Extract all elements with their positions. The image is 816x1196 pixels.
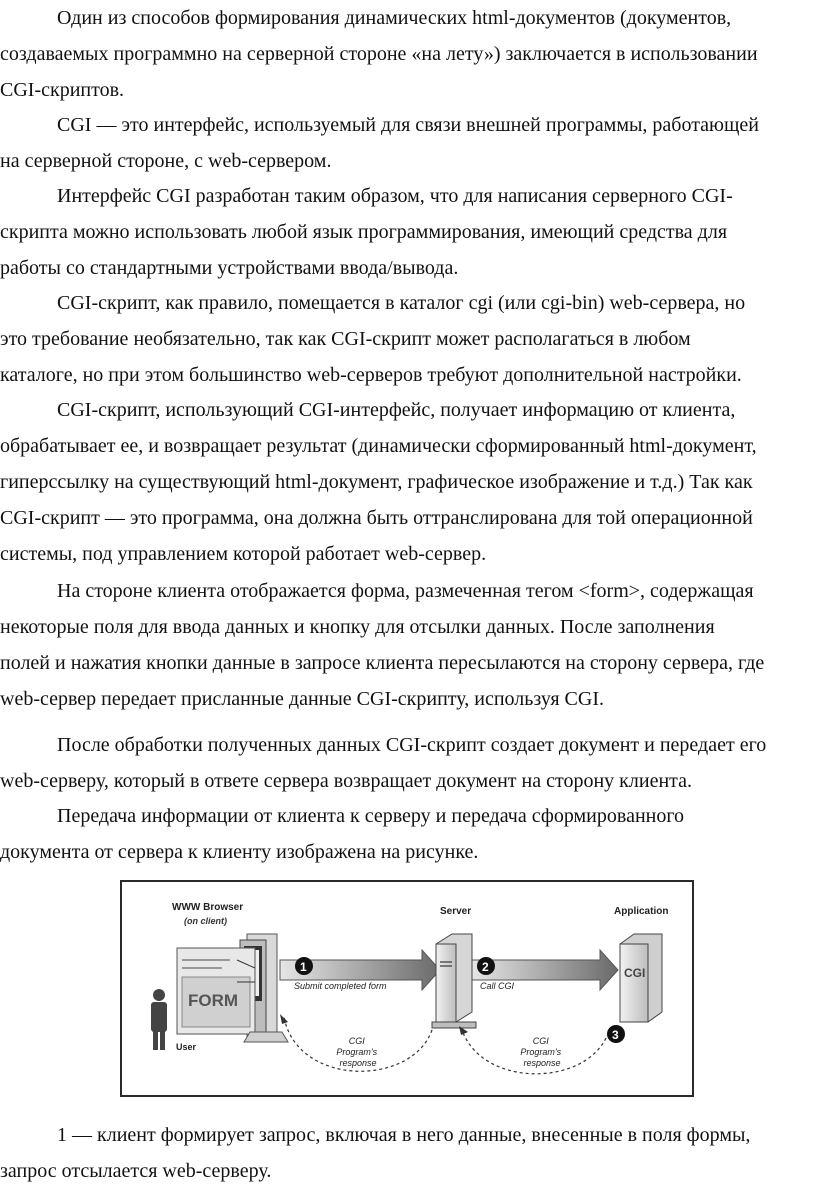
user-label: User — [176, 1042, 197, 1052]
text-line: гиперссылку на существующий html-документ, графическое изображение и т.д.) Так как — [0, 471, 753, 493]
text-line: обрабатывает ее, и возвращает результат (динамически сформированный html-документ, — [0, 435, 757, 457]
server-label: Server — [440, 906, 472, 917]
text-line: Интерфейс CGI разработан таким образом, что для написания серверного CGI- — [57, 185, 733, 207]
svg-text:1: 1 — [300, 960, 307, 974]
text-line: системы, под управлением которой работает web-сервер. — [0, 543, 487, 565]
text-line: 1 — клиент формирует запрос, включая в него данные, внесенные в поля формы, — [57, 1124, 751, 1146]
text-line: CGI-скрипт, как правило, помещается в каталог cgi (или cgi-bin) web-сервера, но — [57, 292, 746, 314]
browser-subtitle: (on client) — [184, 916, 227, 926]
text-line: работы со стандартными устройствами ввода/вывода. — [0, 257, 459, 279]
text-line: CGI — это интерфейс, используемый для связи внешней программы, работающей — [57, 114, 759, 136]
text-line: на серверной стороне, с web-сервером. — [0, 150, 332, 172]
application-box — [620, 934, 662, 1022]
text-line: каталоге, но при этом большинство web-серверов требуют дополнительной настройки. — [0, 364, 742, 386]
paragraph-8 — [0, 798, 812, 870]
step-3-marker — [607, 1025, 625, 1043]
caption — [0, 1117, 812, 1189]
text-line: полей и нажатия кнопки данные в запросе клиента пересылаются на сторону сервера, где — [0, 652, 765, 674]
browser-window — [177, 934, 288, 1042]
step-2-marker — [477, 957, 495, 975]
form-label: FORM — [188, 991, 239, 1010]
text-line: документа от сервера к клиенту изображена на рисунке. — [0, 841, 479, 863]
paragraph-3 — [0, 178, 812, 286]
svg-text:3: 3 — [612, 1028, 619, 1042]
paragraph-1 — [0, 0, 812, 108]
text-line: web-серверу, который в ответе сервера возвращает документ на сторону клиента. — [0, 770, 693, 792]
text-line: web-сервер передает присланные данные CGI-скрипту, используя CGI. — [0, 688, 605, 710]
paragraph-5 — [0, 392, 812, 572]
text-line: это требование необязательно, так как CGI-скрипт может располагаться в любом — [0, 328, 691, 350]
text-line: CGI-скрипт — это программа, она должна быть оттранслирована для той операционной — [0, 507, 753, 529]
paragraph-6 — [0, 573, 812, 717]
svg-text:2: 2 — [482, 960, 489, 974]
user-figure-icon — [151, 989, 167, 1050]
step-2-text: Call CGI — [480, 981, 515, 991]
cgi-diagram-figure — [120, 880, 694, 1097]
text-line: CGI-скриптов. — [0, 79, 125, 101]
text-line: CGI-скрипт, использующий CGI-интерфейс, получает информацию от клиента, — [57, 399, 736, 421]
paragraph-2 — [0, 107, 812, 179]
text-line: После обработки полученных данных CGI-скрипт создает документ и передает его — [57, 734, 767, 756]
browser-title: WWW Browser — [172, 902, 244, 913]
text-line: скрипта можно использовать любой язык программирования, имеющий средства для — [0, 221, 728, 243]
text-line: На стороне клиента отображается форма, размеченная тегом <form>, содержащая — [57, 580, 754, 602]
text-line: Один из способов формирования динамических html-документов (документов, — [57, 7, 732, 29]
cgi-diagram — [122, 882, 692, 1095]
cgi-box-label: CGI — [624, 966, 646, 980]
response-label-left: CGI Program's response — [336, 1036, 378, 1068]
step-1-marker — [295, 957, 313, 975]
text-line: создаваемых программно на серверной стороне «на лету») заключается в использовании — [0, 43, 758, 65]
response-label-right: CGI Program's response — [520, 1036, 562, 1068]
paragraph-4 — [0, 285, 812, 393]
server-tower-icon — [432, 934, 476, 1028]
text-line: некоторые поля для ввода данных и кнопку для отсылки данных. После заполнения — [0, 616, 715, 638]
text-line: Передача информации от клиента к серверу и передача сформированного — [57, 805, 685, 827]
response-arrowhead-left — [280, 1014, 288, 1024]
text-line: запрос отсылается web-серверу. — [0, 1160, 272, 1182]
application-label: Application — [614, 906, 669, 917]
paragraph-7 — [0, 727, 812, 799]
step-1-text: Submit completed form — [294, 981, 387, 991]
